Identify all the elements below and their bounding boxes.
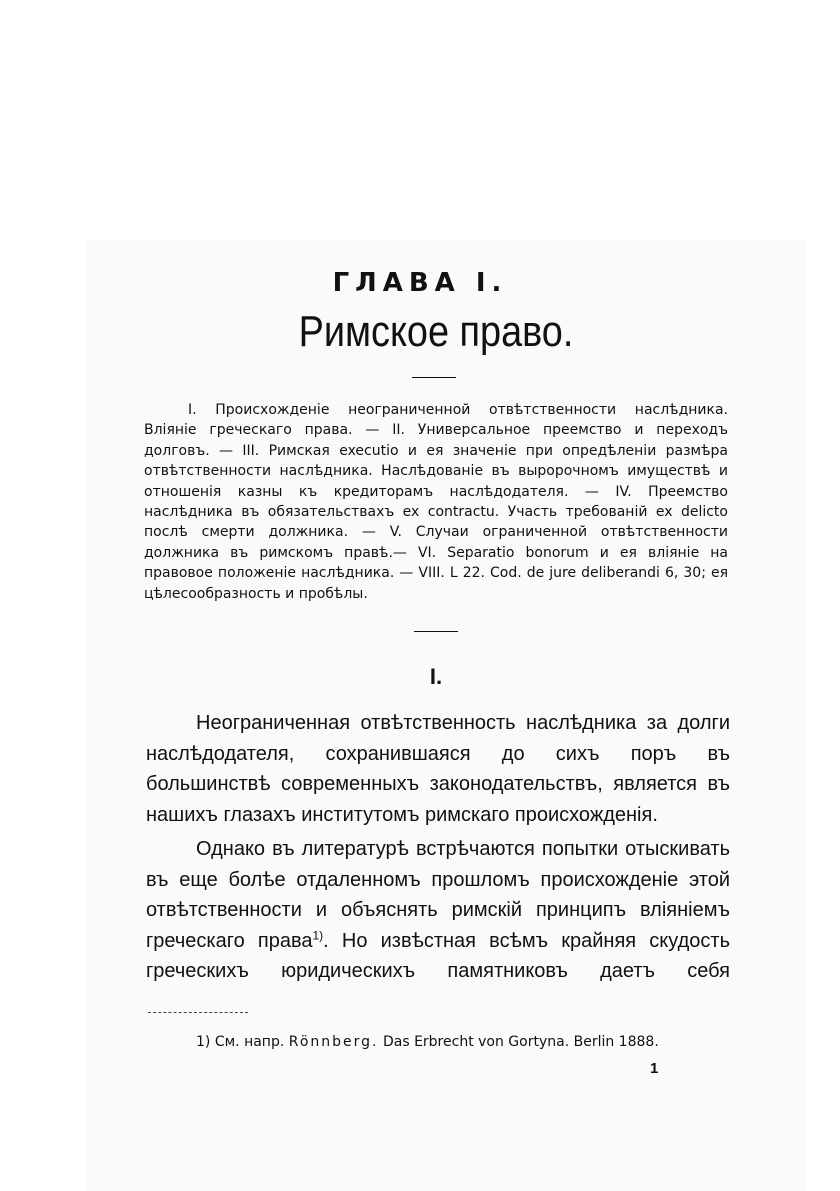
chapter-summary: I. Происхожденіе неограниченной отвѣтственности наслѣдника. Вліяніе греческаго права. — II. Универсальное преемство и переходъ долговъ. — III. Римская executio и ея значеніе при опредѣленіи размѣра отвѣтственности наслѣдника. Наслѣдованіе въ выророчномъ имуществѣ и отношенія казны къ кредиторамъ наслѣдодателя. — IV. Преемство наслѣдника въ обязательствахъ ex contractu. Участь требованій ex delicto послѣ смерти должника. — V. Случаи ограниченной отвѣтственности должника въ римскомъ правѣ.— VI. Separatio bonorum и ея вліяніе на правовое положеніе наслѣдника. — VIII. L 22. Cod. de jure deliberandi 6, 30; ея цѣлесообразность и пробѣлы. — [144, 402, 728, 602]
paragraph-text: Однако въ литературѣ встрѣчаются попытки отыскивать въ еще болѣе отдаленномъ прошломъ происхожденіе этой отвѣтственности и объяснять римскій принципъ вліяніемъ греческаго права — [146, 838, 730, 952]
footnote-author: Rönnberg. — [288, 1034, 379, 1050]
footnote-title: Das Erbrecht von Gortyna. — [382, 1034, 570, 1050]
paragraph-text: . Но извѣстная всѣмъ крайняя скудость греческихъ юридическихъ памятниковъ даетъ себя — [146, 929, 730, 982]
footnote — [196, 1032, 659, 1052]
footnote-separator — [148, 1012, 248, 1013]
page-number: 1 — [650, 1060, 659, 1077]
footnote-place-year: Berlin 1888. — [573, 1034, 659, 1050]
divider-rule — [412, 377, 456, 378]
paragraph — [146, 834, 730, 987]
paragraph-text: Неограниченная отвѣтственность наслѣдника за долги наслѣдодателя, сохранившаяся до сихъ поръ въ большинствѣ современныхъ законодательствъ, является въ нашихъ глазахъ институтомъ римскаго происхожденія. — [146, 712, 730, 826]
body-text — [146, 708, 730, 991]
divider-rule — [414, 631, 458, 632]
paragraph — [146, 708, 730, 830]
chapter-label: ГЛАВА I. — [332, 268, 508, 298]
footnote-reference[interactable]: 1) — [312, 927, 324, 942]
footnote-number: 1) — [196, 1034, 211, 1050]
section-numeral: I. — [429, 664, 443, 689]
footnote-prefix: См. напр. — [214, 1034, 285, 1050]
chapter-title: Римское право. — [298, 307, 574, 356]
